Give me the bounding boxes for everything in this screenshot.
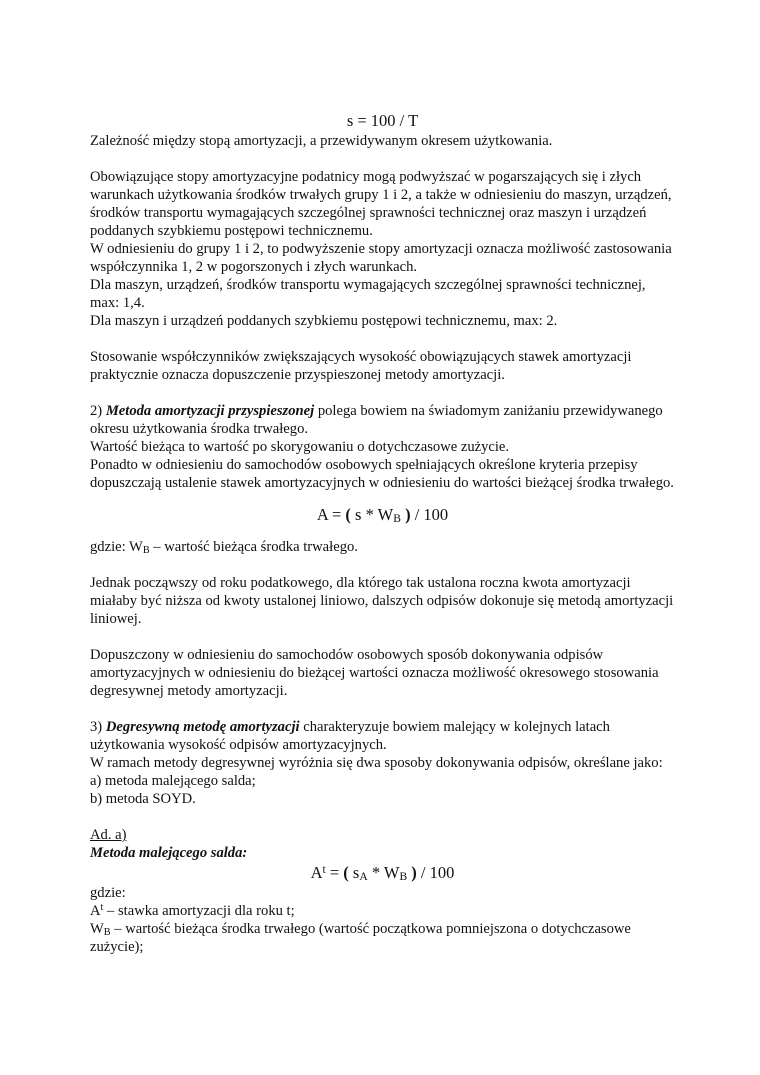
paragraph-jednak: Jednak począwszy od roku podatkowego, dla którego tak ustalona roczna kwota amortyzacji miałaby być niższa od kwoty ustalonej liniowo, dalszych odpisów dokonuje się metodą amortyzacji liniowej.: [90, 575, 674, 627]
section-label-ad-a: Ad. a): [90, 827, 127, 843]
paragraph-metoda-przyspieszona: [90, 402, 675, 438]
paragraph-maszyny-sprawnosc: Dla maszyn, urządzeń, środków transportu wymagających szczególnej sprawności technicznej, max: 1,4.: [90, 277, 646, 311]
paragraph-gdzie: gdzie:: [90, 885, 126, 901]
paragraph-gdzie-wb: gdzie: $W_B$ – wartość bieżąca środka trwałego.: [90, 539, 358, 556]
paragraph-samochody: Ponadto w odniesieniu do samochodów osobowych spełniających określone kryteria przepisy dopuszczają ustalenie stawek amortyzacyjnych w odniesieniu do wartości bieżącej środka trwałego.: [90, 457, 674, 491]
paragraph-wspolczynniki: Stosowanie współczynników zwiększających wysokość obowiązujących stawek amortyzacji praktycznie oznacza dopuszczenie przyspieszonej metody amortyzacji.: [90, 349, 632, 383]
list-number: 2): [90, 403, 106, 419]
paragraph-obowiazujace: Obowiązujące stopy amortyzacyjne podatnicy mogą podwyższać w pogarszających się i złych warunkach użytkowania środków trwałych grupy 1 i 2, a także w odniesieniu do maszyn, urządzeń, środków transportu wymagających szczególnej sprawności technicznej oraz maszyn i urządzeń poddanych szybkiemu postępowi technicznemu.: [90, 169, 672, 239]
list-number: 3): [90, 719, 106, 735]
paragraph-wartosc-biezaca: Wartość bieżąca to wartość po skorygowaniu o dotychczasowe zużycie.: [90, 439, 510, 455]
paragraph-at-definicja: $A^t$ – stawka amortyzacji dla roku t;: [90, 902, 295, 919]
term-metoda-przyspieszona: Metoda amortyzacji przyspieszonej: [105, 403, 315, 419]
paragraph-maszyny-postep: Dla maszyn i urządzeń poddanych szybkiemu postępowi technicznemu, max: 2.: [90, 313, 558, 329]
formula-malejace-saldo: $A^t$ = ( $s_A * W_B$ ) / 100: [310, 863, 455, 883]
term-metoda-degresywna: Degresywną metodę amortyzacji: [105, 719, 300, 735]
paragraph-metoda-degresywna: [90, 718, 675, 754]
list-item: a) metoda malejącego salda;: [90, 773, 256, 789]
document-page: [90, 110, 675, 956]
paragraph-w-ramach: W ramach metody degresywnej wyróżnia się dwa sposoby dokonywania odpisów, określane jako:: [90, 755, 663, 771]
formula-stopa: s = 100 / T: [346, 111, 419, 130]
paragraph-wb-definicja: $W_B$ – wartość bieżąca środka trwałego (wartość początkowa pomniejszona o dotychczasowe zużycie);: [90, 921, 631, 955]
formula-amortyzacja: A = ( s * $W_B$ ) / 100: [316, 505, 449, 525]
list-item: b) metoda SOYD.: [90, 791, 196, 807]
paragraph-zaleznosc: Zależność między stopą amortyzacji, a przewidywanym okresem użytkowania.: [90, 133, 553, 149]
paragraph-dopuszczony: Dopuszczony w odniesieniu do samochodów osobowych sposób dokonywania odpisów amortyzacyjnych w odniesieniu do bieżącej wartości oznacza możliwość okresowego stosowania degresywnej metody amortyzacji.: [90, 647, 659, 699]
paragraph-grupa-1-2: W odniesieniu do grupy 1 i 2, to podwyższenie stopy amortyzacji oznacza możliwość zastosowania współczynnika 1, 2 w pogorszonych i złych warunkach.: [90, 241, 672, 275]
paragraph-text: polega bowiem na świadomym zaniżaniu przewidywanego okresu użytkowania środka trwałego.: [90, 403, 663, 437]
section-heading-malejace-saldo: Metoda malejącego salda:: [90, 845, 248, 861]
paragraph-text: charakteryzuje bowiem malejący w kolejnych latach użytkowania wysokość odpisów amortyzacyjnych.: [90, 719, 610, 753]
